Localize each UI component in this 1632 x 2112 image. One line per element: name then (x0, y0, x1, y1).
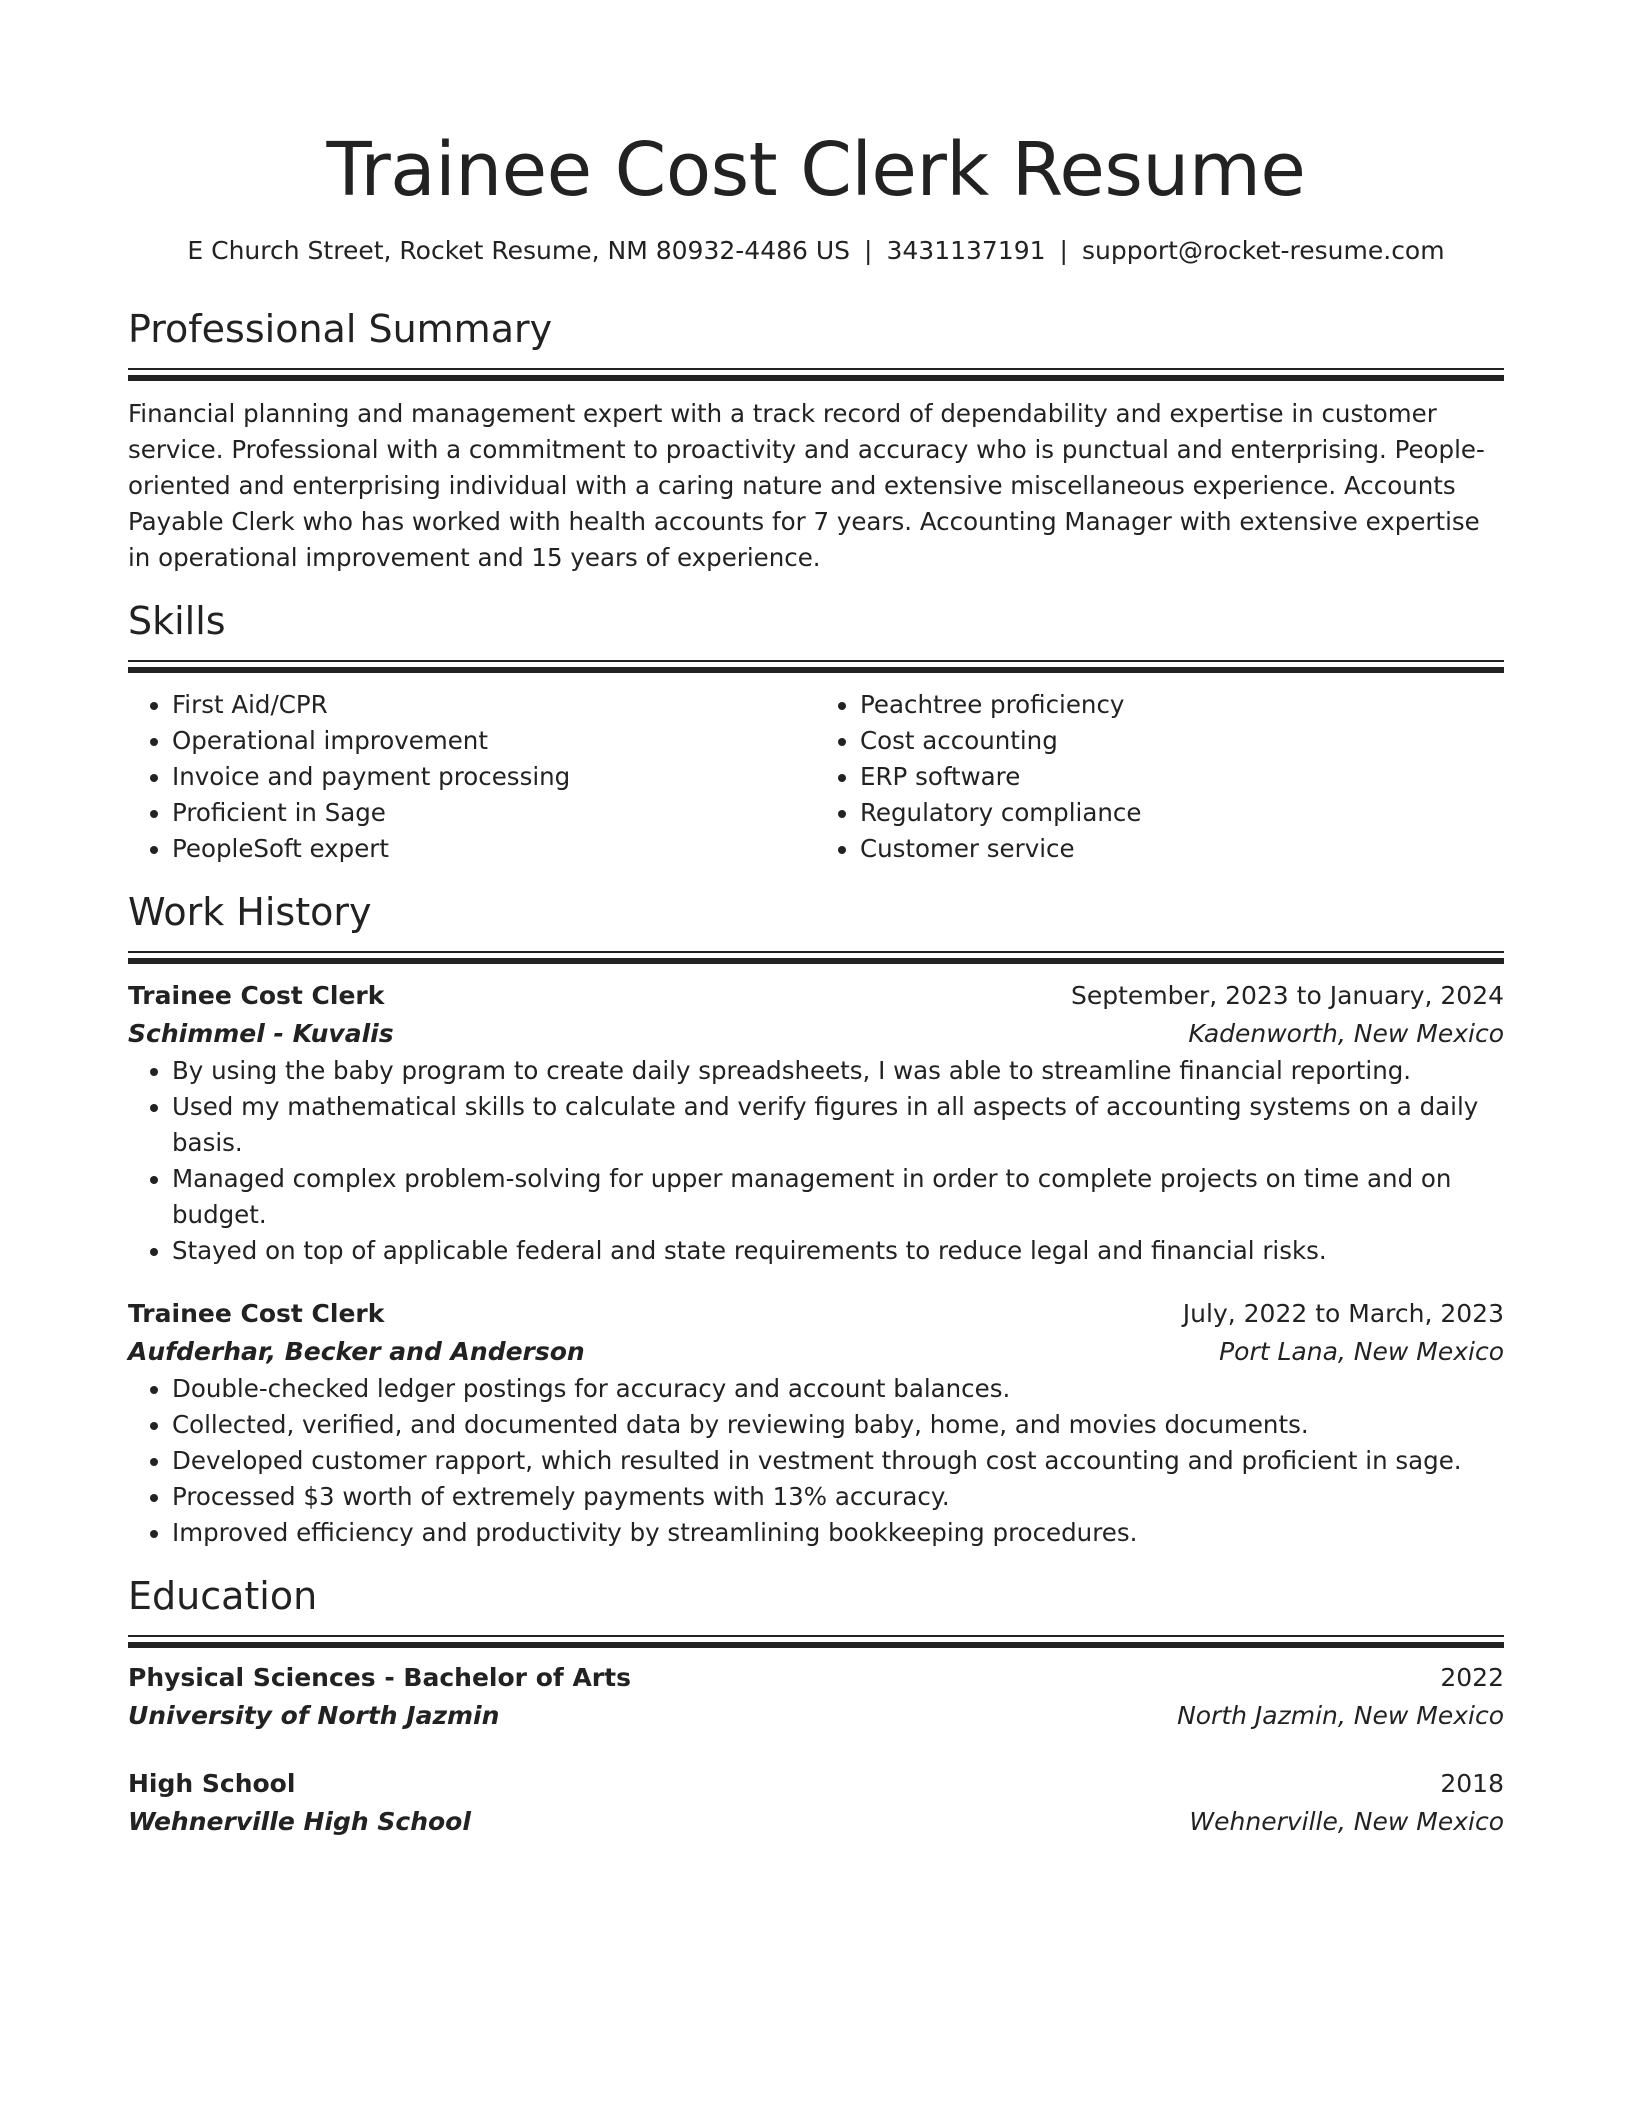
work-history-section (128, 887, 1504, 1551)
job-company-row (128, 1015, 1504, 1053)
job-bullet: • By using the baby program to create daily spreadsheets, I was able to streamline financial reporting. (172, 1053, 1504, 1089)
job-bullet: • Improved efficiency and productivity by streamlining bookkeeping procedures. (172, 1515, 1504, 1551)
job-location: Kadenworth, New Mexico (1188, 1019, 1504, 1048)
contact-separator: | (1059, 236, 1068, 265)
job-title: Trainee Cost Clerk (128, 981, 385, 1010)
section-heading-skills: Skills (128, 599, 226, 643)
skills-list-left (128, 687, 816, 867)
section-divider (128, 1635, 1504, 1649)
skill-item: • Invoice and payment processing (172, 759, 816, 795)
skills-section (128, 596, 1504, 867)
education-entry (128, 1659, 1504, 1735)
skills-list-right (816, 687, 1504, 867)
education-year: 2018 (1440, 1769, 1504, 1798)
section-heading-work-history: Work History (128, 890, 372, 934)
contact-line (128, 234, 1504, 268)
contact-phone: 3431137191 (886, 236, 1046, 265)
skill-item: • ERP software (860, 759, 1504, 795)
education-entry (128, 1765, 1504, 1841)
job-bullet: • Collected, verified, and documented data by reviewing baby, home, and movies documents. (172, 1407, 1504, 1443)
job-header-row (128, 977, 1504, 1015)
contact-separator: | (864, 236, 873, 265)
skill-item: • Cost accounting (860, 723, 1504, 759)
skill-item: • Regulatory compliance (860, 795, 1504, 831)
job-bullet: • Stayed on top of applicable federal and state requirements to reduce legal and financial risks. (172, 1233, 1504, 1269)
education-degree: High School (128, 1769, 296, 1798)
job-company: Schimmel - Kuvalis (128, 1019, 394, 1048)
skill-item: • Peachtree proficiency (860, 687, 1504, 723)
job-bullet: • Double-checked ledger postings for accuracy and account balances. (172, 1371, 1504, 1407)
section-divider (128, 368, 1504, 382)
job-bullet-list (128, 1371, 1504, 1551)
job-bullet: • Managed complex problem-solving for upper management in order to complete projects on time and on budget. (172, 1161, 1504, 1233)
education-header-row (128, 1659, 1504, 1697)
skill-item: • Operational improvement (172, 723, 816, 759)
section-heading-education: Education (128, 1574, 318, 1618)
job-title: Trainee Cost Clerk (128, 1299, 385, 1328)
skill-item: • First Aid/CPR (172, 687, 816, 723)
job-company-row (128, 1333, 1504, 1371)
contact-address: E Church Street, Rocket Resume, NM 80932-4486 US (187, 236, 851, 265)
job-location: Port Lana, New Mexico (1219, 1337, 1504, 1366)
skills-grid (128, 687, 1504, 867)
section-heading-summary: Professional Summary (128, 307, 553, 351)
section-divider (128, 951, 1504, 965)
education-year: 2022 (1440, 1663, 1504, 1692)
education-location: Wehnerville, New Mexico (1189, 1807, 1504, 1836)
job-bullet: • Developed customer rapport, which resulted in vestment through cost accounting and proficient in sage. (172, 1443, 1504, 1479)
contact-email: support@rocket-resume.com (1081, 236, 1445, 265)
job-dates: September, 2023 to January, 2024 (1071, 981, 1504, 1010)
skill-item: • Customer service (860, 831, 1504, 867)
education-school-row (128, 1803, 1504, 1841)
education-school-row (128, 1697, 1504, 1735)
job-company: Aufderhar, Becker and Anderson (128, 1337, 585, 1366)
education-header-row (128, 1765, 1504, 1803)
job-entry (128, 977, 1504, 1269)
job-dates: July, 2022 to March, 2023 (1182, 1299, 1504, 1328)
section-divider (128, 660, 1504, 674)
skill-item: • PeopleSoft expert (172, 831, 816, 867)
job-bullet: • Processed $3 worth of extremely payments with 13% accuracy. (172, 1479, 1504, 1515)
education-degree: Physical Sciences - Bachelor of Arts (128, 1663, 631, 1692)
job-header-row (128, 1295, 1504, 1333)
summary-section (128, 304, 1504, 576)
education-school: Wehnerville High School (128, 1807, 471, 1836)
summary-text: Financial planning and management expert with a track record of dependability and expertise in customer service. Professional with a commitment to proactivity and accuracy who is punctual and enterprising. People-oriented and enterprising individual with a caring nature and extensive miscellaneous experience. Accounts Payable Clerk who has worked with health accounts for 7 years. Accounting Manager with extensive expertise in operational improvement and 15 years of experience. (128, 399, 1485, 572)
education-section (128, 1571, 1504, 1841)
education-location: North Jazmin, New Mexico (1177, 1701, 1504, 1730)
job-entry (128, 1295, 1504, 1551)
job-bullet: • Used my mathematical skills to calculate and verify figures in all aspects of accounting systems on a daily basis. (172, 1089, 1504, 1161)
education-school: University of North Jazmin (128, 1701, 500, 1730)
resume-title: Trainee Cost Clerk Resume (326, 127, 1306, 213)
skill-item: • Proficient in Sage (172, 795, 816, 831)
job-bullet-list (128, 1053, 1504, 1269)
